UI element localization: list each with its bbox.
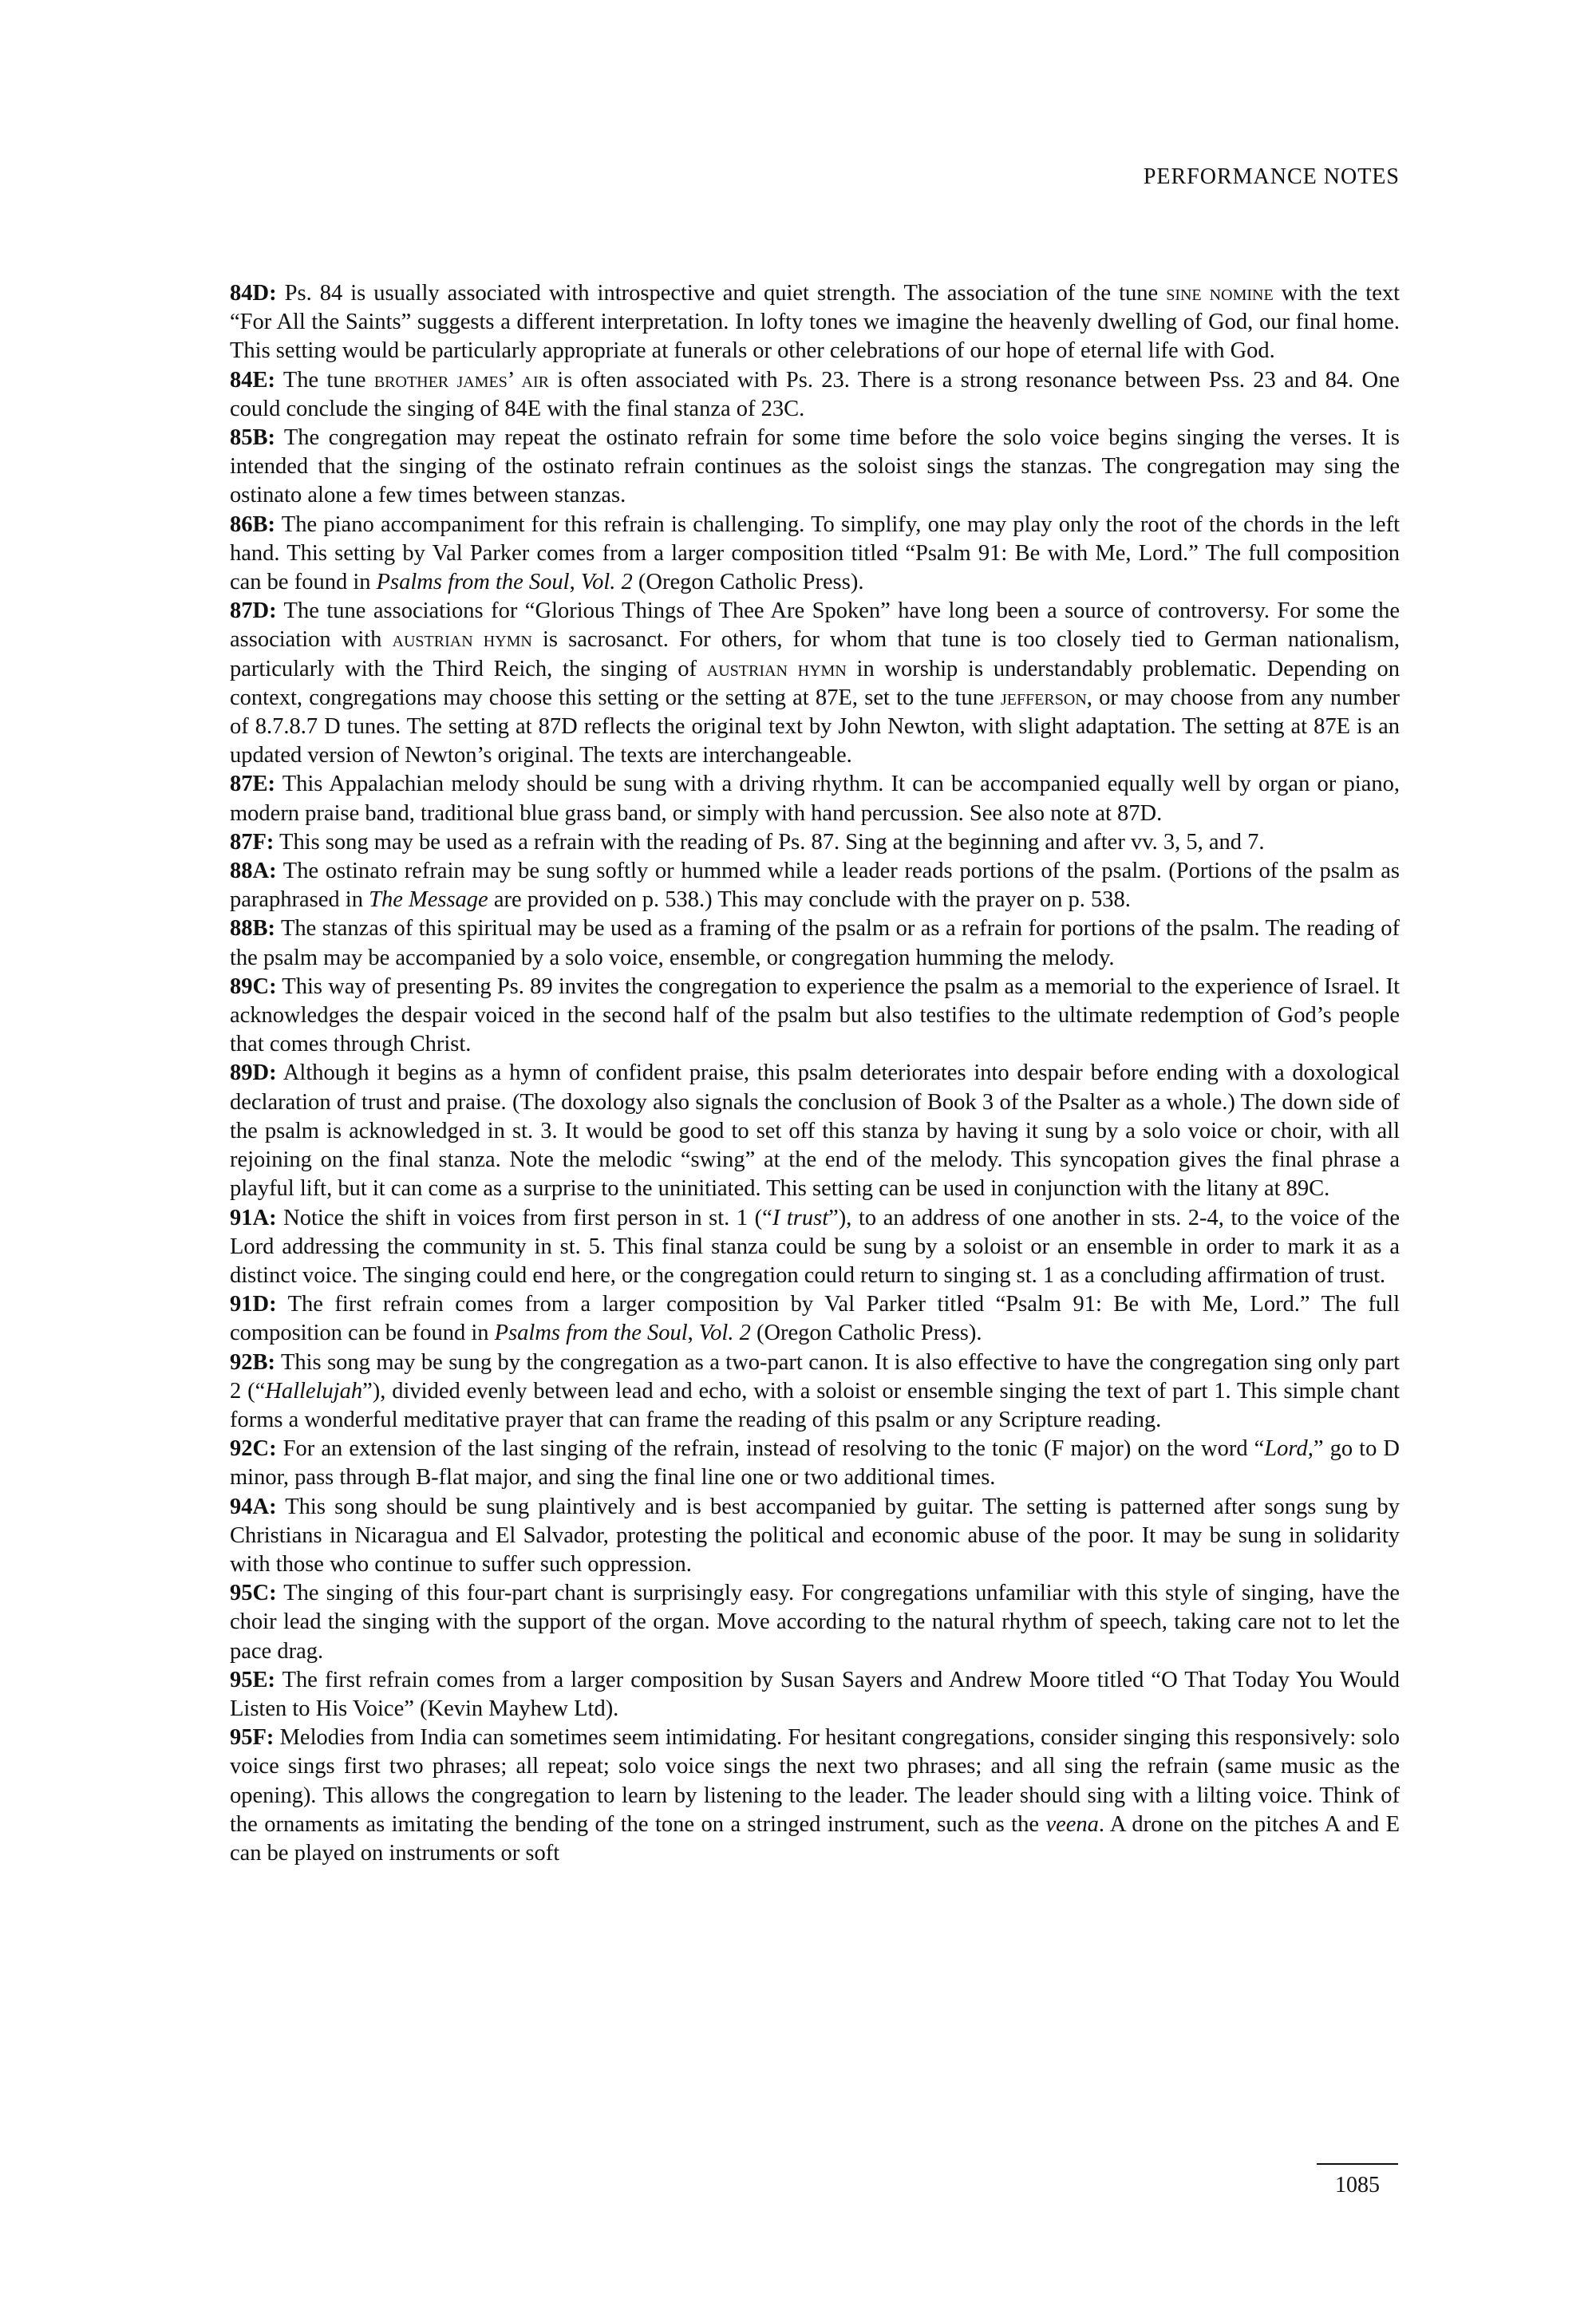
note-tag: 86B: bbox=[230, 511, 275, 537]
note-tag: 87F: bbox=[230, 829, 275, 855]
note-text: , bbox=[569, 570, 581, 595]
note-tag: 95E: bbox=[230, 1667, 275, 1692]
italic-title: The Message bbox=[369, 887, 488, 913]
note-paragraph bbox=[230, 1666, 1400, 1724]
note-text: This song should be sung plaintively and is best accompanied by guitar. The setting is patterned after songs sung by Christians in Nicaragua and El Salvador, protesting the political and economic abuse of the poor. It may be sung in solidarity with those who continue to suffer such oppression. bbox=[230, 1494, 1400, 1577]
running-head: PERFORMANCE NOTES bbox=[1143, 164, 1400, 189]
italic-title: I trust bbox=[772, 1205, 829, 1230]
note-text: is often associated with Ps. 23. There is a strong resonance between Pss. 23 and 84. One could conclude the singing of 84E with the final stanza of 23C. bbox=[230, 367, 1400, 421]
note-tag: 95F: bbox=[230, 1725, 275, 1751]
note-text: This song may be sung by the congregation as a two-part canon. It is also effective to have the congregation sing only part 2 (“ bbox=[230, 1349, 1400, 1404]
note-paragraph bbox=[230, 597, 1400, 770]
note-text: The first refrain comes from a larger composition by Val Parker titled “Psalm 91: Be with Me, Lord.” The full composition can be found in bbox=[230, 1292, 1400, 1346]
note-text: Ps. 84 is usually associated with introspective and quiet strength. The association of the tune bbox=[284, 281, 1167, 306]
note-paragraph bbox=[230, 973, 1400, 1060]
italic-title: Psalms from the Soul bbox=[376, 570, 570, 595]
note-text: The tune bbox=[282, 367, 374, 393]
note-text: Notice the shift in voices from first person in st. 1 (“ bbox=[283, 1205, 772, 1230]
note-tag: 92C: bbox=[230, 1436, 277, 1462]
note-paragraph bbox=[230, 1435, 1400, 1492]
note-text: The stanzas of this spiritual may be used as a framing of the psalm or as a refrain for portions of the psalm. The reading of the psalm may be accompanied by a solo voice, ensemble, or congregation humming the melody. bbox=[230, 916, 1400, 970]
note-paragraph bbox=[230, 1724, 1400, 1868]
note-text: is sacrosanct. For others, for whom that tune is too closely tied to German nationalism, particularly with the Third Reich, the singing of bbox=[230, 627, 1400, 681]
italic-title: veena bbox=[1045, 1811, 1099, 1837]
note-text: , or may choose from any number of 8.7.8.7 D tunes. The setting at 87D reflects the original text by John Newton, with slight adaptation. The setting at 87E is an updated version of Newton’s original. The texts are interchangeable. bbox=[230, 685, 1400, 768]
tune-name: austrian hymn bbox=[706, 656, 847, 681]
note-text: This way of presenting Ps. 89 invites the congregation to experience the psalm as a memorial to the experience of Israel. It acknowledges the despair voiced in the second half of the psalm but also testifies to the ultimate redemption of God’s people that comes through Christ. bbox=[230, 973, 1400, 1057]
note-paragraph bbox=[230, 828, 1400, 857]
italic-title: Vol. 2 bbox=[580, 570, 633, 595]
note-paragraph bbox=[230, 1349, 1400, 1435]
note-tag: 87E: bbox=[230, 772, 275, 797]
page-number-rule bbox=[1317, 2163, 1398, 2165]
italic-title: Hallelujah bbox=[265, 1378, 363, 1404]
tune-name: sine nomine bbox=[1166, 281, 1274, 306]
note-text: This Appalachian melody should be sung with a driving rhythm. It can be accompanied equally well by organ or piano, modern praise band, traditional blue grass band, or simply with hand percussion. See also note at 87D. bbox=[230, 772, 1400, 826]
note-paragraph bbox=[230, 511, 1400, 598]
page-number: 1085 bbox=[1335, 2173, 1380, 2198]
note-text: ”), divided evenly between lead and echo, with a soloist or ensemble singing the text of part 1. This simple chant forms a wonderful meditative prayer that can frame the reading of this psalm or any Scripture reading. bbox=[230, 1378, 1400, 1432]
tune-name: austrian hymn bbox=[392, 627, 532, 653]
note-paragraph bbox=[230, 424, 1400, 511]
note-tag: 89D: bbox=[230, 1060, 277, 1086]
note-text: are provided on p. 538.) This may conclude with the prayer on p. 538. bbox=[488, 887, 1131, 913]
note-text: (Oregon Catholic Press). bbox=[750, 1321, 982, 1346]
tune-name: brother james’ air bbox=[373, 367, 549, 393]
note-tag: 88A: bbox=[230, 859, 277, 884]
note-text: . A drone on the pitches A and E can be played on instruments or soft bbox=[230, 1811, 1400, 1866]
note-paragraph bbox=[230, 1493, 1400, 1580]
note-paragraph bbox=[230, 1579, 1400, 1666]
note-tag: 94A: bbox=[230, 1494, 277, 1519]
note-text: The singing of this four-part chant is surprisingly easy. For congregations unfamiliar with this style of singing, have the choir lead the singing with the support of the organ. Move according to the natural rhythm of speech, taking care not to let the pace drag. bbox=[230, 1581, 1400, 1664]
note-paragraph bbox=[230, 857, 1400, 914]
note-tag: 89C: bbox=[230, 973, 277, 999]
note-text: ”), to an address of one another in sts. 2-4, to the voice of the Lord addressing the community in st. 5. This final stanza could be sung by a soloist or an ensemble in order to mark it as a distinct voice. The singing could end here, or the congregation could return to singing st. 1 as a concluding affirmation of trust. bbox=[230, 1205, 1400, 1288]
note-paragraph bbox=[230, 1204, 1400, 1291]
note-text: For an extension of the last singing of the refrain, instead of resolving to the tonic (F major) on the word “ bbox=[282, 1436, 1265, 1462]
note-paragraph bbox=[230, 366, 1400, 424]
note-text: ” go to D minor, pass through B-flat major, and sing the final line one or two additional times. bbox=[230, 1436, 1400, 1491]
note-tag: 91D: bbox=[230, 1292, 277, 1317]
note-text: Melodies from India can sometimes seem intimidating. For hesitant congregations, consider singing this responsively: solo voice sings first two phrases; all repeat; solo voice sings the next two phrases; and all sing the refrain (same music as the opening). This allows the congregation to learn by listening to the leader. The leader should sing with a lilting voice. Think of the ornaments as imitating the bending of the tone on a stringed instrument, such as the bbox=[230, 1725, 1400, 1837]
note-text: , bbox=[687, 1321, 699, 1346]
performance-notes-body bbox=[230, 279, 1400, 1868]
tune-name: jefferson bbox=[1000, 685, 1087, 710]
note-tag: 84D: bbox=[230, 281, 277, 306]
note-text: in worship is understandably problematic. Depending on context, congregations may choose this setting or the setting at 87E, set to the tune bbox=[230, 656, 1400, 710]
italic-title: Vol. 2 bbox=[698, 1321, 751, 1346]
note-text: Although it begins as a hymn of confident praise, this psalm deteriorates into despair before ending with a doxological declaration of trust and praise. (The doxology also signals the conclusion of Book 3 of the Psalter as a whole.) The down side of the psalm is acknowledged in st. 3. It would be good to set off this stanza by having it sung by a solo voice or choir, with all rejoining on the final stanza. Note the melodic “swing” at the end of the melody. This syncopation gives the final phrase a playful lift, but it can come as a surprise to the uninitiated. This setting can be used in conjunction with the litany at 89C. bbox=[230, 1060, 1400, 1202]
italic-title: Psalms from the Soul bbox=[494, 1321, 688, 1346]
note-text: The first refrain comes from a larger composition by Susan Sayers and Andrew Moore titled “O That Today You Would Listen to His Voice” (Kevin Mayhew Ltd). bbox=[230, 1667, 1400, 1721]
note-text: This song may be used as a refrain with the reading of Ps. 87. Sing at the beginning and after vv. 3, 5, and 7. bbox=[279, 829, 1265, 855]
note-text: The ostinato refrain may be sung softly or hummed while a leader reads portions of the psalm. (Portions of the psalm as paraphrased in bbox=[230, 859, 1400, 913]
note-paragraph bbox=[230, 770, 1400, 827]
note-text: The piano accompaniment for this refrain is challenging. To simplify, one may play only the root of the chords in the left hand. This setting by Val Parker comes from a larger composition titled “Psalm 91: Be with Me, Lord.” The full composition can be found in bbox=[230, 511, 1400, 595]
note-text: The tune associations for “Glorious Things of Thee Are Spoken” have long been a source of controversy. For some the association with bbox=[230, 598, 1400, 653]
note-paragraph bbox=[230, 1290, 1400, 1348]
note-tag: 84E: bbox=[230, 367, 275, 393]
italic-title: Lord, bbox=[1264, 1436, 1314, 1462]
note-text: The congregation may repeat the ostinato refrain for some time before the solo voice begins singing the verses. It is intended that the singing of the ostinato refrain continues as the soloist sings the stanzas. The congregation may sing the ostinato alone a few times between stanzas. bbox=[230, 425, 1400, 508]
note-paragraph bbox=[230, 1059, 1400, 1203]
note-tag: 85B: bbox=[230, 425, 275, 451]
note-tag: 92B: bbox=[230, 1349, 275, 1375]
note-tag: 88B: bbox=[230, 916, 275, 942]
note-tag: 95C: bbox=[230, 1581, 277, 1606]
note-paragraph bbox=[230, 914, 1400, 972]
note-text: with the text “For All the Saints” suggests a different interpretation. In lofty tones we imagine the heavenly dwelling of God, our final home. This setting would be particularly appropriate at funerals or other celebrations of our hope of eternal life with God. bbox=[230, 281, 1400, 364]
note-tag: 87D: bbox=[230, 598, 277, 624]
note-text: (Oregon Catholic Press). bbox=[632, 570, 864, 595]
note-paragraph bbox=[230, 279, 1400, 366]
note-tag: 91A: bbox=[230, 1205, 277, 1230]
